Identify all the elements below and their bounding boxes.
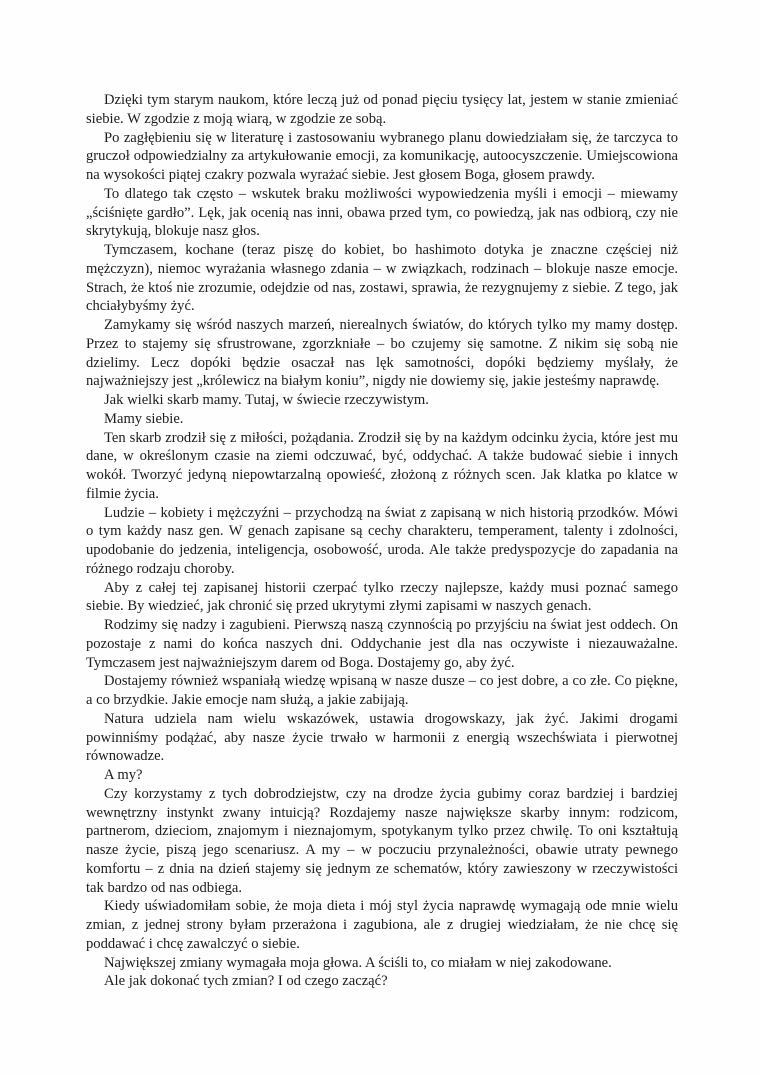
paragraph: Rodzimy się nadzy i zagubieni. Pierwszą naszą czynnością po przyjściu na świat jest oddech. On pozostaje z nami do końca naszych dni. Oddychanie jest dla nas oczywiste i niezauważalne. Tymczasem jest najważniejszym darem od Boga. Dostajemy go, aby żyć. [86,617,678,671]
body-text [86,91,678,991]
paragraph: Tymczasem, kochane (teraz piszę do kobiet, bo hashimoto dotyka je znaczne częściej niż mężczyzn), niemoc wyrażania własnego zdania – w związkach, rodzinach – blokuje nasze emocje. Strach, że ktoś nie zrozumie, odejdzie od nas, zostawi, sprawia, że rezygnujemy z siebie. Z tego, jak chciałybyśmy żyć. [86,242,678,315]
paragraph: Ten skarb zrodził się z miłości, pożądania. Zrodził się by na każdym odcinku życia, które jest mu dane, w określonym czasie na ziemi odczuwać, być, oddychać. A także budować siebie i innych wokół. Tworzyć jedyną niepowtarzalną opowieść, złożoną z różnych scen. Jak klatka po klatce w filmie życia. [86,429,678,502]
paragraph: Zamykamy się wśród naszych marzeń, nierealnych światów, do których tylko my mamy dostęp. Przez to stajemy się sfrustrowane, zgorzkniałe – bo czujemy się samotne. Z nikim się sobą nie dzielimy. Lecz dopóki będzie osaczał nas lęk samotności, dopóki będziemy myślały, że najważniejszy jest „królewicz na białym koniu”, nigdy nie dowiemy się, jakie jesteśmy naprawdę. [86,317,678,390]
paragraph: Największej zmiany wymagała moja głowa. A ściśli to, co miałam w niej zakodowane. [104,954,612,971]
paragraph: Czy korzystamy z tych dobrodziejstw, czy na drodze życia gubimy coraz bardziej i bardziej wewnętrzny instynkt zwany intuicją? Rozdajemy nasze największe skarby innym: rodzicom, partnerom, dzieciom, znajomym i nieznajomym, spotykanym tylko przez chwilę. To oni kształtują nasze życie, piszą jego scenariusz. A my – w poczuciu przynależności, obawie utraty pewnego komfortu – z dnia na dzień stajemy się jednym ze schematów, który zawieszony w rzeczywistości tak bardzo od nas odbiega. [86,785,678,896]
paragraph: To dlatego tak często – wskutek braku możliwości wypowiedzenia myśli i emocji – miewamy „ściśnięte gardło”. Lęk, jak ocenią nas inni, obawa przed tym, co powiedzą, jak nas odbiorą, czy nie skrytykują, blokuje nasz głos. [86,185,678,240]
paragraph: Jak wielki skarb mamy. Tutaj, w świecie rzeczywistym. [104,392,429,408]
paragraph: Natura udziela nam wielu wskazówek, ustawia drogowskazy, jak żyć. Jakimi drogami powinniśmy podążać, aby nasze życie trwało w harmonii z energią wszechświata i pierwotnej równowadze. [86,710,678,765]
paragraph: Dostajemy również wspaniałą wiedzę wpisaną w nasze dusze – co jest dobre, a co złe. Co piękne, a co brzydkie. Jakie emocje nam służą, a jakie zabijają. [86,673,678,708]
paragraph: Po zagłębieniu się w literaturę i zastosowaniu wybranego planu dowiedziałam się, że tarczyca to gruczoł odpowiedzialny za artykułowanie emocji, za komunikację, autoocyszczenie. Umiejscowiona na wysokości piątej czakry pozwala wyrażać siebie. Jest głosem Boga, głosem prawdy. [86,129,678,183]
paragraph: Dzięki tym starym naukom, które leczą już od ponad pięciu tysięcy lat, jestem w stanie zmieniać siebie. W zgodzie z moją wiarą, w zgodzie ze sobą. [86,92,678,127]
paragraph: Mamy siebie. [104,410,184,427]
paragraph: A my? [104,767,143,783]
paragraph: Ludzie – kobiety i mężczyźni – przychodzą na świat z zapisaną w nich historią przodków. Mówi o tym każdy nasz gen. W genach zapisane są cechy charakteru, temperament, talenty i zdolności, upodobanie do jedzenia, inteligencja, osobowość, uroda. Ale także predyspozycje do zapadania na różnego rodzaju choroby. [86,504,678,577]
paragraph: Ale jak dokonać tych zmian? I od czego zacząć? [104,973,388,990]
paragraph: Aby z całej tej zapisanej historii czerpać tylko rzeczy najlepsze, każdy musi poznać samego siebie. By wiedzieć, jak chronić się przed ukrytymi złymi zapisami w naszych genach. [86,579,678,615]
paragraph: Kiedy uświadomiłam sobie, że moja dieta i mój styl życia naprawdę wymagają ode mnie wielu zmian, z jednej strony byłam przerażona i zagubiona, ale z drugiej wiedziałam, że nie chcę się poddawać i chcę zawalczyć o siebie. [86,898,678,952]
